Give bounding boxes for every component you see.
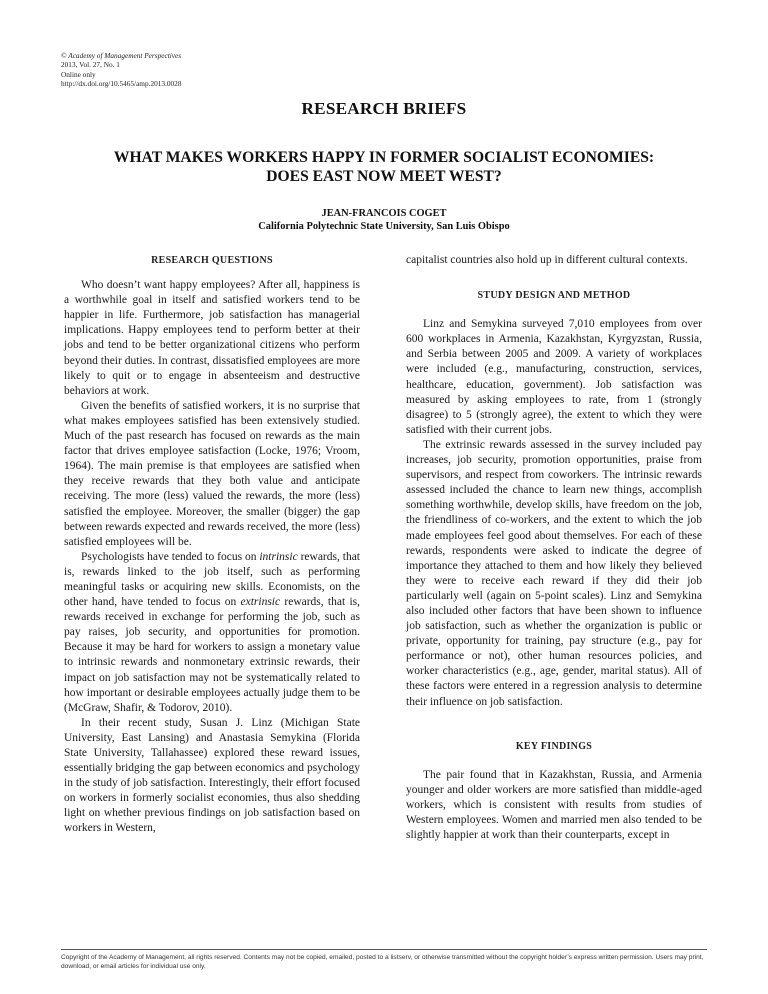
doi-link[interactable]: http://dx.doi.org/10.5465/amp.2013.0028 bbox=[61, 79, 182, 89]
paragraph-continued: capitalist countries also hold up in different cultural contexts. bbox=[406, 254, 688, 266]
footer-divider bbox=[61, 949, 707, 950]
section-title: RESEARCH BRIEFS bbox=[301, 99, 467, 118]
author-block bbox=[0, 207, 768, 233]
availability-note: Online only bbox=[61, 69, 96, 79]
author-affiliation: California Polytechnic State University, San Luis Obispo bbox=[258, 221, 510, 232]
paragraph: In their recent study, Susan J. Linz (Michigan State University, East Lansing) and Anastasia Semykina (Florida State University, Tallahassee) explored these reward issues, essentially bridging the gap between economics and psychology in the study of job satisfaction. Interestingly, their effort focused on workers in formerly socialist economies, thus also shedding light on whether previous findings on job satisfaction based on workers in Western, bbox=[64, 716, 360, 835]
heading-research-questions: RESEARCH QUESTIONS bbox=[151, 255, 273, 266]
text-run: rewards, that is, rewards received in exchange for performing the job, such as pay raises, job security, and opportunities for promotion. Because it may be hard for workers to assign a monetary value to intrinsic rewards and nonmonetary extrinsic rewards, their impact on job satisfaction may not be systematically related to how important or desirable employees actually judge them to be (McGraw, Shafir, & Todorov, 2010). bbox=[64, 596, 360, 714]
heading-key-findings: KEY FINDINGS bbox=[515, 740, 593, 752]
text-run: Psychologists have tended to focus on bbox=[81, 550, 260, 563]
article-metadata bbox=[61, 51, 181, 89]
author-name: JEAN-FRANCOIS COGET bbox=[321, 208, 447, 219]
volume-issue: 2013, Vol. 27, No. 1 bbox=[61, 60, 120, 70]
paragraph: The pair found that in Kazakhstan, Russia, and Armenia younger and older workers are more satisfied than middle-aged workers, which is consistent with results from studies of Western employees. Women and married men also tended to be slightly happier at work than their counterparts, except in bbox=[406, 768, 702, 842]
paragraph: Who doesn’t want happy employees? After all, happiness is a worthwhile goal in itself and satisfied workers tend to be happier in life. Furthermore, job satisfaction has managerial implications. Happy employees tend to perform better at their jobs and tend to be better organizational citizens who perform beyond their duties. In contrast, dissatisfied employees are more likely to quit or to engage in absenteeism and destructive behaviors at work. bbox=[64, 279, 360, 397]
journal-name: © Academy of Management Perspectives bbox=[61, 51, 182, 60]
paragraph: The extrinsic rewards assessed in the survey included pay increases, job security, promotion opportunities, praise from supervisors, and respect from coworkers. The intrinsic rewards assessed included the chance to learn new things, accomplish something worthwhile, develop skills, have freedom on the job, the friendliness of co-workers, and the extent to which the job made employees feel good about themselves. For each of these rewards, respondents were asked to indicate the degree of importance they attached to them and how likely they believed they were to receive each reward if they did their job particularly well (again on 5-point scales). Linz and Semykina also included other factors that have been shown to influence job satisfaction, such as whether the organization is public or private, opportunity for training, pay structure (e.g., pay for performance or not), other human resources policies, and worker characteristics (e.g., age, gender, marital status). All of these factors were entered in a regression analysis to determine their influence on job satisfaction. bbox=[406, 438, 702, 708]
emphasis-extrinsic: extrinsic bbox=[240, 596, 281, 609]
article-title bbox=[0, 148, 768, 186]
right-column bbox=[406, 253, 702, 843]
paragraph: Linz and Semykina surveyed 7,010 employees from over 600 workplaces in Armenia, Kazakhstan, Kyrgyzstan, Russia, and Serbia between 2005 and 2009. A variety of workplaces were included (e.g., manufacturing, construction, services, healthcare, education, government). Job satisfaction was measured by asking employees to rate, from 1 (strongly disagree) to 5 (strongly agree), the extent to which they were satisfied with their current jobs. bbox=[406, 318, 702, 436]
paragraph bbox=[64, 550, 360, 716]
left-column bbox=[64, 253, 360, 837]
paragraph: Given the benefits of satisfied workers, it is no surprise that what makes employees satisfied has been extensively studied. Much of the past research has focused on rewards as the main factor that drives employee satisfaction (Locke, 1976; Vroom, 1964). The main premise is that employees are satisfied when they receive rewards that they both value and anticipate receiving. The more (less) valued the rewards, the more (less) satisfied the employee. Moreover, the smaller (bigger) the gap between rewards expected and rewards received, the more (less) satisfied employees will be. bbox=[64, 399, 360, 548]
article-title-line-2: DOES EAST NOW MEET WEST? bbox=[266, 168, 502, 185]
text-run: rewards, that is, rewards linked to the job itself, such as performing meaningful tasks or acquiring new skills. Economists, on the other hand, have tended to focus on bbox=[64, 550, 360, 609]
copyright-notice: Copyright of the Academy of Management, all rights reserved. Contents may not be copied, emailed, posted to a listserv, or otherwise transmitted without the copyright holder’s express written permission. Users may print, download, or email articles for individual use only. bbox=[61, 954, 704, 971]
heading-study-design: STUDY DESIGN AND METHOD bbox=[477, 290, 631, 302]
article-title-line-1: WHAT MAKES WORKERS HAPPY IN FORMER SOCIALIST ECONOMIES: bbox=[113, 149, 655, 166]
emphasis-intrinsic: intrinsic bbox=[259, 550, 298, 563]
